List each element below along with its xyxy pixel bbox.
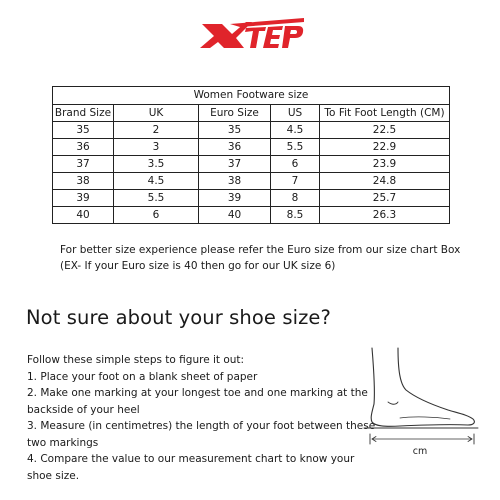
measuring-steps (27, 352, 376, 484)
cell-uk: 2 (114, 122, 199, 139)
cell-us: 5.5 (271, 139, 320, 156)
table-title: Women Footware size (53, 87, 450, 105)
header-us: US (271, 105, 320, 122)
arch-line (400, 417, 450, 419)
table-row (53, 122, 450, 139)
cell-foot-length: 26.3 (320, 207, 450, 224)
cell-foot-length: 24.8 (320, 173, 450, 190)
cell-euro: 35 (199, 122, 271, 139)
cell-brand-size: 38 (53, 173, 114, 190)
unit-label: cm (412, 446, 428, 457)
foot-measurement-diagram (360, 342, 484, 460)
table-row (53, 207, 450, 224)
header-foot-length: To Fit Foot Length (CM) (320, 105, 450, 122)
cell-us: 8.5 (271, 207, 320, 224)
header-brand-size: Brand Size (53, 105, 114, 122)
cell-foot-length: 22.5 (320, 122, 450, 139)
xtep-logo (200, 14, 306, 54)
cell-brand-size: 35 (53, 122, 114, 139)
cell-uk: 3 (114, 139, 199, 156)
cell-us: 7 (271, 173, 320, 190)
step-line: backside of your heel (27, 403, 140, 416)
size-note-line: For better size experience please refer the Euro size from our size chart Box (60, 244, 461, 256)
cell-brand-size: 40 (53, 207, 114, 224)
table-row (53, 139, 450, 156)
size-note-example: (EX- If your Euro size is 40 then go for our UK size 6) (60, 260, 336, 272)
step-line: 3. Measure (in centimetres) the length of your foot between these (27, 420, 376, 432)
cell-euro: 36 (199, 139, 271, 156)
cell-brand-size: 36 (53, 139, 114, 156)
cell-brand-size: 39 (53, 190, 114, 207)
step-line: two markings (27, 436, 99, 449)
foot-outline (371, 348, 474, 426)
table-row (53, 173, 450, 190)
cell-euro: 37 (199, 156, 271, 173)
step-line: 4. Compare the value to our measurement chart to know your (27, 453, 355, 465)
cell-uk: 4.5 (114, 173, 199, 190)
cell-uk: 3.5 (114, 156, 199, 173)
cell-us: 4.5 (271, 122, 320, 139)
ankle-line (388, 402, 398, 404)
cell-euro: 38 (199, 173, 271, 190)
cell-us: 8 (271, 190, 320, 207)
cell-euro: 39 (199, 190, 271, 207)
cell-foot-length: 23.9 (320, 156, 450, 173)
table-row (53, 156, 450, 173)
step-line: 1. Place your foot on a blank sheet of paper (27, 370, 258, 383)
cell-foot-length: 25.7 (320, 190, 450, 207)
cell-uk: 6 (114, 207, 199, 224)
size-chart-table (52, 86, 450, 224)
steps-intro: Follow these simple steps to figure it out: (27, 354, 245, 366)
size-note (60, 242, 490, 274)
header-euro-size: Euro Size (199, 105, 271, 122)
cell-us: 6 (271, 156, 320, 173)
cell-brand-size: 37 (53, 156, 114, 173)
step-line: shoe size. (27, 469, 80, 482)
table-row (53, 190, 450, 207)
header-uk: UK (114, 105, 199, 122)
table-header-row (53, 105, 450, 122)
cell-uk: 5.5 (114, 190, 199, 207)
section-heading: Not sure about your shoe size? (26, 306, 331, 329)
step-line: 2. Make one marking at your longest toe and one marking at the (27, 387, 368, 399)
cell-euro: 40 (199, 207, 271, 224)
cell-foot-length: 22.9 (320, 139, 450, 156)
